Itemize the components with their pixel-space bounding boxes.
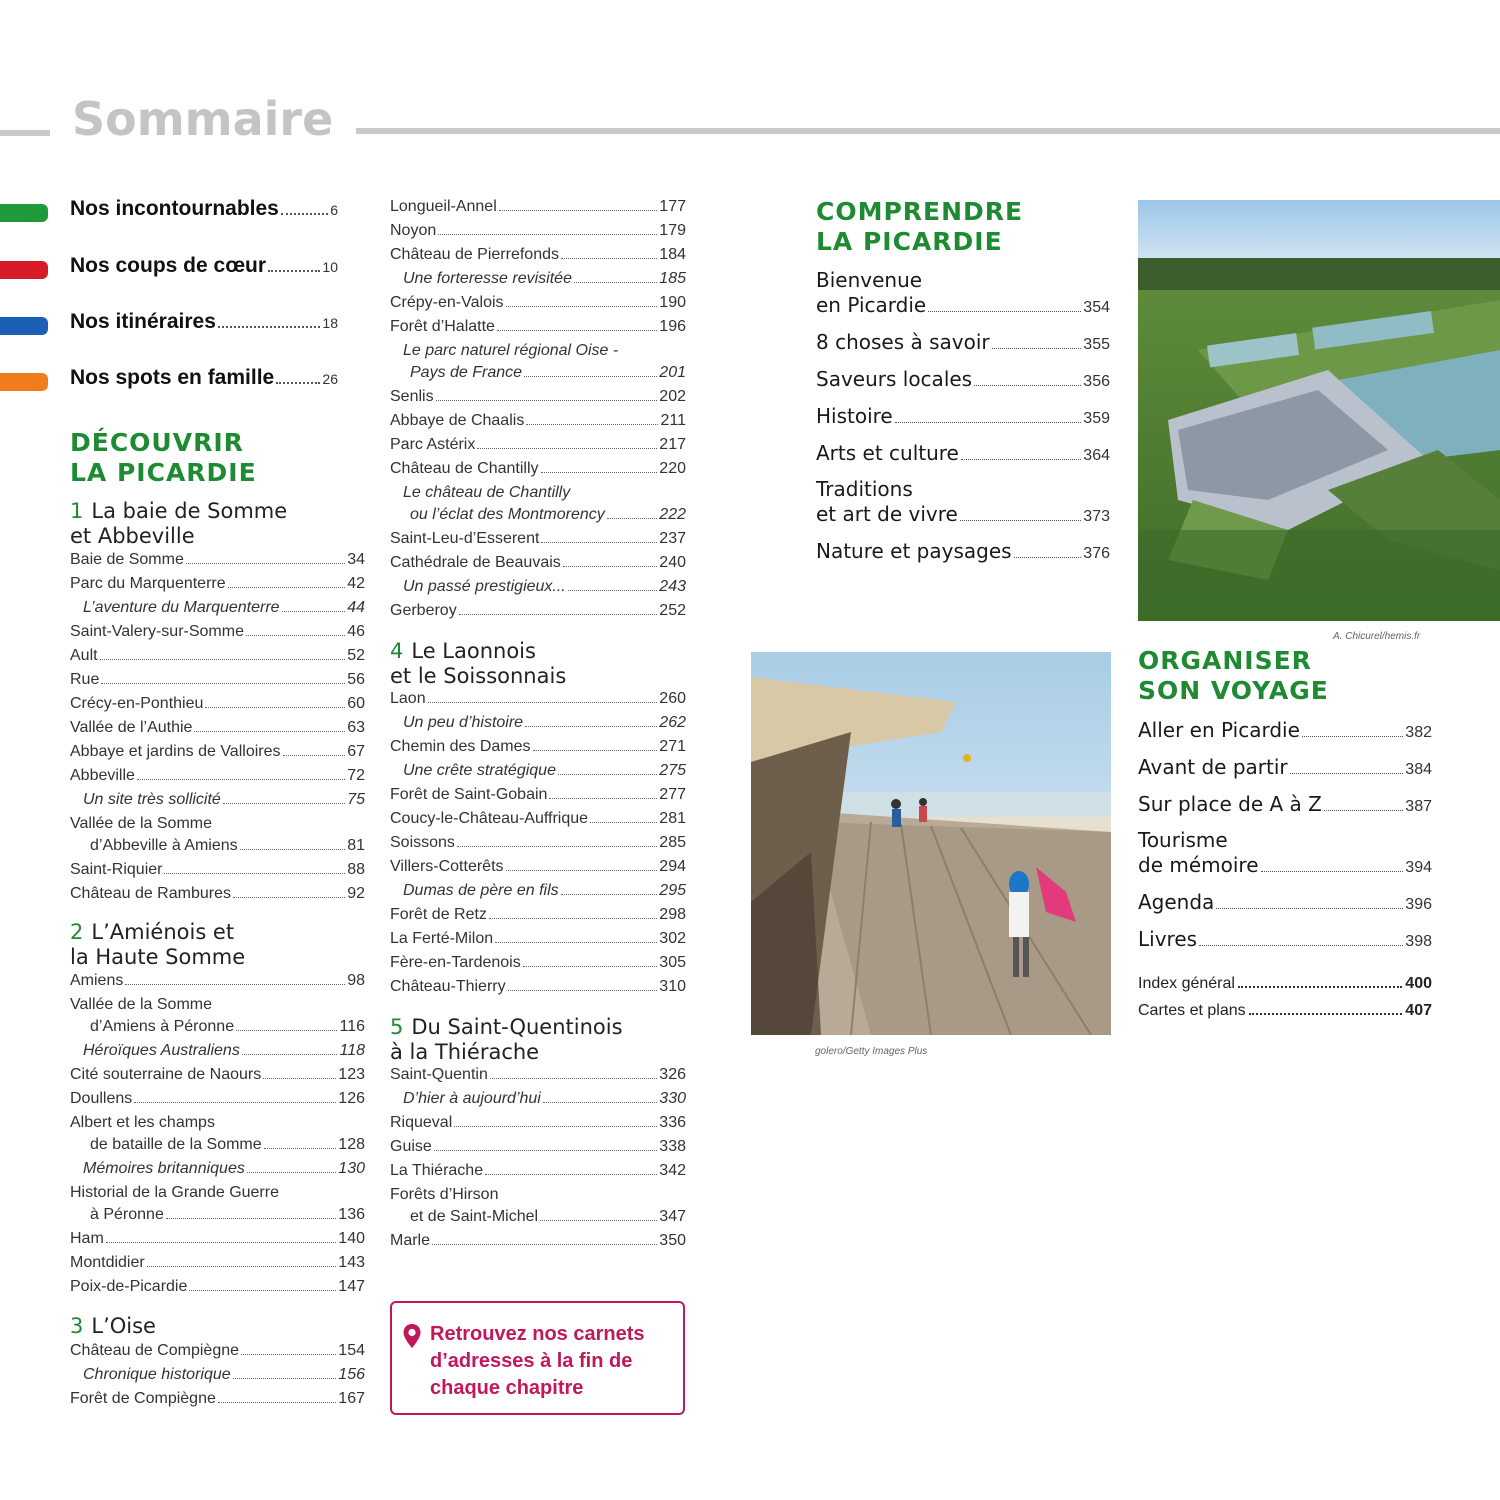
toc-entry[interactable]: Sur place de A à Z 387 — [1138, 792, 1432, 816]
title-rule-right — [356, 128, 1500, 134]
highlight-label: Nos spots en famille — [70, 366, 275, 389]
chapter-2-heading: 2 L’Amiénois et la Haute Somme — [70, 920, 246, 969]
highlight-itineraires[interactable] — [0, 310, 360, 340]
toc-entry[interactable]: Un site très sollicité 75 — [83, 791, 365, 808]
chapter-4-heading: 4 Le Laonnois et le Soissonnais — [390, 639, 567, 688]
page-title: Sommaire — [72, 92, 334, 146]
toc-entry[interactable]: Abbeville 72 — [70, 767, 365, 784]
toc-entry[interactable]: Soissons 285 — [390, 834, 686, 851]
toc-entry[interactable]: en Picardie 354 — [816, 293, 1110, 317]
toc-entry[interactable]: Doullens 126 — [70, 1090, 365, 1107]
toc-entry[interactable]: Guise 338 — [390, 1138, 686, 1155]
toc-entry[interactable]: Parc du Marquenterre 42 — [70, 575, 365, 592]
decouvrir-heading: DÉCOUVRIR LA PICARDIE — [70, 428, 257, 487]
toc-entry[interactable]: Dumas de père en fils 295 — [403, 882, 686, 899]
toc-entry[interactable]: Agenda 396 — [1138, 890, 1432, 914]
chapter-3-entries — [70, 1342, 365, 1414]
toc-entry[interactable]: La Thiérache 342 — [390, 1162, 686, 1179]
toc-entry[interactable]: de mémoire 394 — [1138, 853, 1432, 877]
chapter-1-heading: 1 La baie de Somme et Abbeville — [70, 499, 288, 548]
toc-entry[interactable]: Coucy-le-Château-Auffrique 281 — [390, 810, 686, 827]
callout-text: Retrouvez nos carnets d’adresses à la fin de chaque chapitre — [430, 1323, 645, 1399]
toc-entry[interactable]: Un passé prestigieux... 243 — [403, 578, 686, 595]
toc-entry[interactable]: Une forteresse revisitée 185 — [403, 270, 686, 287]
toc-entry[interactable]: Abbaye et jardins de Valloires 67 — [70, 743, 365, 760]
toc-entry[interactable]: Château-Thierry 310 — [390, 978, 686, 995]
highlight-incontournables[interactable] — [0, 197, 360, 227]
toc-entry[interactable]: d’Amiens à Péronne 116 — [90, 1018, 365, 1035]
highlight-coups-de-coeur[interactable] — [0, 254, 360, 284]
orange-tab-marker — [0, 373, 48, 391]
red-tab-marker — [0, 261, 48, 279]
toc-entry-line1: Albert et les champs — [70, 1114, 215, 1131]
chateau-photo — [1138, 200, 1500, 621]
toc-entry[interactable]: Livres 398 — [1138, 927, 1432, 951]
toc-entry[interactable]: Saint-Valery-sur-Somme 46 — [70, 623, 365, 640]
carnets-callout — [390, 1301, 685, 1415]
toc-entry[interactable]: Fère-en-Tardenois 305 — [390, 954, 686, 971]
organiser-entries — [1138, 718, 1432, 951]
toc-entry-line1: Vallée de la Somme — [70, 996, 212, 1013]
toc-entry[interactable]: Chronique historique 156 — [83, 1366, 365, 1383]
toc-entry[interactable]: Saint-Leu-d’Esserent 237 — [390, 530, 686, 547]
chapter-1-entries — [70, 551, 365, 909]
toc-entry[interactable]: Aller en Picardie 382 — [1138, 718, 1432, 742]
chapter-5-entries — [390, 1066, 686, 1256]
index-entries — [1138, 975, 1432, 1029]
toc-entry[interactable]: Riqueval 336 — [390, 1114, 686, 1131]
toc-entry[interactable]: Ault 52 — [70, 647, 365, 664]
toc-entry[interactable]: Château de Chantilly 220 — [390, 460, 686, 477]
toc-entry[interactable]: Château de Pierrefonds 184 — [390, 246, 686, 263]
toc-entry[interactable]: d’Abbeville à Amiens 81 — [90, 837, 365, 854]
toc-entry[interactable]: Longueil-Annel 177 — [390, 198, 686, 215]
location-pin-icon — [402, 1323, 422, 1354]
beach-photo-credit: golero/Getty Images Plus — [815, 1046, 928, 1057]
chapter-3-entries-continued — [390, 198, 686, 626]
highlight-page: 18 — [322, 315, 338, 331]
toc-entry[interactable]: à Péronne 136 — [90, 1206, 365, 1223]
toc-entry[interactable]: ou l’éclat des Montmorency 222 — [410, 506, 686, 523]
highlight-spots-famille[interactable] — [0, 366, 360, 396]
toc-entry[interactable]: Forêt d’Halatte 196 — [390, 318, 686, 335]
toc-entry[interactable]: Forêt de Retz 298 — [390, 906, 686, 923]
beach-boardwalk-photo — [751, 652, 1111, 1035]
toc-entry[interactable]: Index général 400 — [1138, 975, 1432, 992]
title-rule-left — [0, 130, 50, 136]
highlight-page: 10 — [322, 259, 338, 275]
toc-entry[interactable]: Château de Rambures 92 — [70, 885, 365, 902]
comprendre-heading: COMPRENDRE LA PICARDIE — [816, 197, 1024, 256]
toc-entry[interactable]: Mémoires britanniques 130 — [83, 1160, 365, 1177]
toc-entry[interactable]: Pays de France 201 — [410, 364, 686, 381]
toc-entry[interactable]: Amiens 98 — [70, 972, 365, 989]
chapter-2-entries — [70, 972, 365, 1302]
toc-entry-line1: Forêts d’Hirson — [390, 1186, 499, 1203]
highlight-page: 6 — [330, 202, 338, 218]
toc-entry[interactable]: Arts et culture 364 — [816, 441, 1110, 465]
highlight-page: 26 — [322, 371, 338, 387]
highlight-label: Nos itinéraires — [70, 310, 216, 333]
toc-entry-line1: Traditions — [816, 477, 913, 501]
toc-entry[interactable]: Saveurs locales 356 — [816, 367, 1110, 391]
toc-entry[interactable]: Villers-Cotterêts 294 — [390, 858, 686, 875]
toc-entry[interactable]: et de Saint-Michel 347 — [410, 1208, 686, 1225]
toc-entry-line1: Tourisme — [1138, 828, 1228, 852]
toc-entry[interactable]: Avant de partir 384 — [1138, 755, 1432, 779]
toc-entry[interactable]: L’aventure du Marquenterre 44 — [83, 599, 365, 616]
toc-entry[interactable]: La Ferté-Milon 302 — [390, 930, 686, 947]
toc-entry[interactable]: et art de vivre 373 — [816, 502, 1110, 526]
toc-entry[interactable]: de bataille de la Somme 128 — [90, 1136, 365, 1153]
toc-entry[interactable]: Parc Astérix 217 — [390, 436, 686, 453]
highlight-label: Nos coups de cœur — [70, 254, 267, 277]
toc-entry-line1: Vallée de la Somme — [70, 815, 212, 832]
toc-entry[interactable]: Cathédrale de Beauvais 240 — [390, 554, 686, 571]
toc-entry[interactable]: Noyon 179 — [390, 222, 686, 239]
toc-entry[interactable]: Marle 350 — [390, 1232, 686, 1249]
toc-entry-line1: Historial de la Grande Guerre — [70, 1184, 279, 1201]
toc-entry[interactable]: Cité souterraine de Naours 123 — [70, 1066, 365, 1083]
blue-tab-marker — [0, 317, 48, 335]
toc-entry[interactable]: Crécy-en-Ponthieu 60 — [70, 695, 365, 712]
chapter-5-heading: 5 Du Saint-Quentinois à la Thiérache — [390, 1015, 623, 1064]
toc-entry[interactable]: Nature et paysages 376 — [816, 539, 1110, 563]
toc-entry[interactable]: Montdidier 143 — [70, 1254, 365, 1271]
chapter-4-entries — [390, 690, 686, 1002]
toc-entry[interactable]: Gerberoy 252 — [390, 602, 686, 619]
toc-entry[interactable]: Chemin des Dames 271 — [390, 738, 686, 755]
chapter-3-heading: 3 L’Oise — [70, 1314, 156, 1338]
toc-entry[interactable]: Histoire 359 — [816, 404, 1110, 428]
comprendre-entries — [816, 268, 1110, 563]
toc-entry-line1: Le château de Chantilly — [403, 484, 571, 501]
toc-entry[interactable]: Un peu d’histoire 262 — [403, 714, 686, 731]
toc-entry[interactable]: Vallée de l’Authie 63 — [70, 719, 365, 736]
green-tab-marker — [0, 204, 48, 222]
toc-entry[interactable]: Poix-de-Picardie 147 — [70, 1278, 365, 1295]
toc-entry[interactable]: Laon 260 — [390, 690, 686, 707]
toc-entry[interactable]: Cartes et plans 407 — [1138, 1002, 1432, 1019]
toc-entry[interactable]: D’hier à aujourd’hui 330 — [403, 1090, 686, 1107]
highlight-label: Nos incontournables — [70, 197, 279, 220]
toc-entry-line1: Bienvenue — [816, 268, 923, 292]
toc-entry[interactable]: Saint-Quentin 326 — [390, 1066, 686, 1083]
toc-entry[interactable]: Ham 140 — [70, 1230, 365, 1247]
toc-entry[interactable]: Château de Compiègne 154 — [70, 1342, 365, 1359]
toc-entry[interactable]: Héroïques Australiens 118 — [83, 1042, 365, 1059]
toc-entry[interactable]: Une crête stratégique 275 — [403, 762, 686, 779]
toc-entry[interactable]: Abbaye de Chaalis 211 — [390, 412, 686, 429]
chateau-photo-credit: A. Chicurel/hemis.fr — [1333, 631, 1421, 642]
toc-entry[interactable]: Senlis 202 — [390, 388, 686, 405]
toc-entry[interactable]: Rue 56 — [70, 671, 365, 688]
toc-entry[interactable]: Crépy-en-Valois 190 — [390, 294, 686, 311]
toc-entry-line1: Le parc naturel régional Oise - — [403, 342, 619, 359]
toc-entry[interactable]: Forêt de Compiègne 167 — [70, 1390, 365, 1407]
toc-entry[interactable]: Baie de Somme 34 — [70, 551, 365, 568]
toc-entry[interactable]: Saint-Riquier 88 — [70, 861, 365, 878]
toc-entry[interactable]: 8 choses à savoir 355 — [816, 330, 1110, 354]
organiser-heading: ORGANISER SON VOYAGE — [1138, 646, 1329, 705]
toc-entry[interactable]: Forêt de Saint-Gobain 277 — [390, 786, 686, 803]
